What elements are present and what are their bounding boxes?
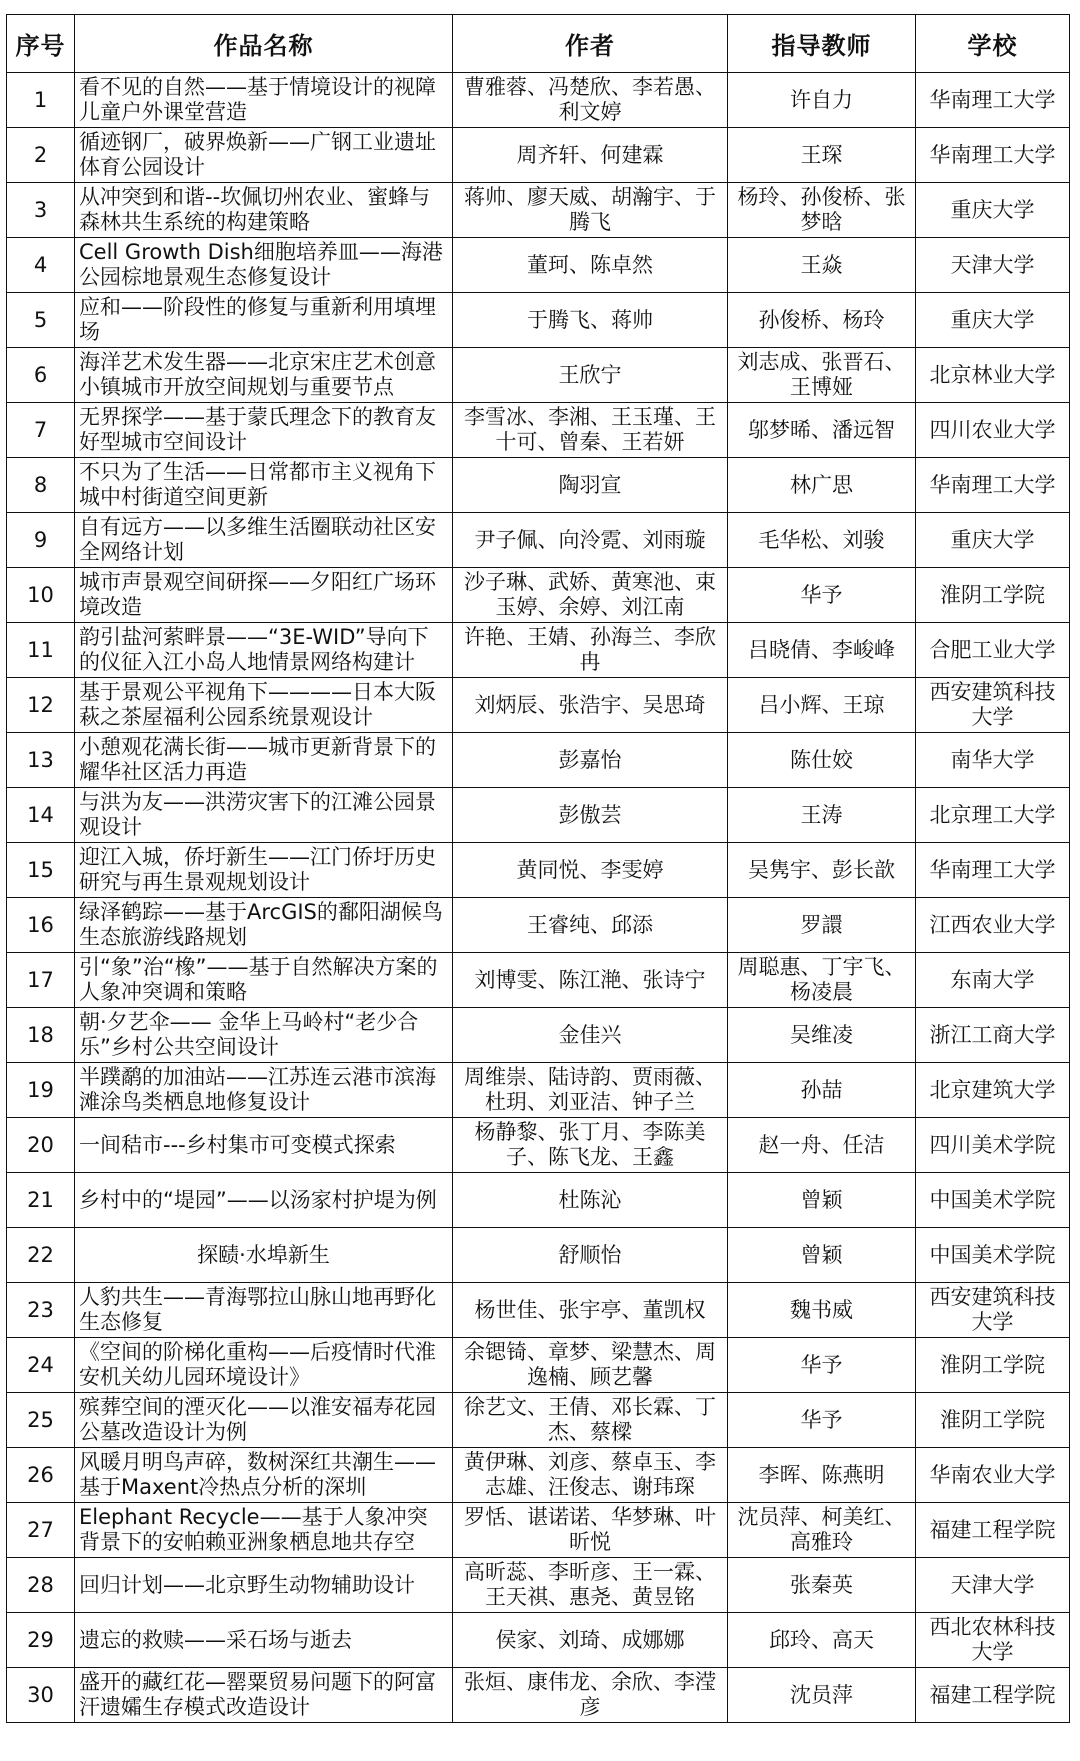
table-row	[7, 1448, 1070, 1503]
cell-no: 26	[7, 1448, 75, 1503]
header-title: 作品名称	[75, 15, 453, 73]
cell-advisors: 周聪惠、丁宇飞、杨凌晨	[728, 953, 916, 1008]
cell-no: 12	[7, 678, 75, 733]
table-row	[7, 1118, 1070, 1173]
cell-no: 14	[7, 788, 75, 843]
cell-no: 18	[7, 1008, 75, 1063]
cell-authors: 高昕蕊、李昕彦、王一霖、王天祺、惠尧、黄昱铭	[453, 1558, 728, 1613]
cell-title: Cell Growth Dish细胞培养皿——海港公园棕地景观生态修复设计	[75, 238, 453, 293]
table-row	[7, 1503, 1070, 1558]
cell-no: 28	[7, 1558, 75, 1613]
cell-title: 自有远方——以多维生活圈联动社区安全网络计划	[75, 513, 453, 568]
cell-advisors: 孙喆	[728, 1063, 916, 1118]
cell-school: 江西农业大学	[916, 898, 1070, 953]
cell-title: 乡村中的“堤园”——以汤家村护堤为例	[75, 1173, 453, 1228]
cell-authors: 杨世佳、张宇亭、董凯权	[453, 1283, 728, 1338]
cell-advisors: 吴隽宇、彭长歆	[728, 843, 916, 898]
cell-school: 四川农业大学	[916, 403, 1070, 458]
cell-authors: 尹子佩、向泠霓、刘雨璇	[453, 513, 728, 568]
cell-no: 24	[7, 1338, 75, 1393]
cell-school: 淮阴工学院	[916, 568, 1070, 623]
cell-advisors: 吕小辉、王琼	[728, 678, 916, 733]
cell-school: 华南理工大学	[916, 73, 1070, 128]
cell-title: 回归计划——北京野生动物辅助设计	[75, 1558, 453, 1613]
cell-title: 基于景观公平视角下————日本大阪萩之茶屋福利公园系统景观设计	[75, 678, 453, 733]
cell-advisors: 沈员萍、柯美红、高雅玲	[728, 1503, 916, 1558]
cell-no: 11	[7, 623, 75, 678]
cell-authors: 徐艺文、王倩、邓长霖、丁杰、蔡樑	[453, 1393, 728, 1448]
cell-title: 无界探学——基于蒙氏理念下的教育友好型城市空间设计	[75, 403, 453, 458]
table-row	[7, 1613, 1070, 1668]
cell-title: 引“象”治“橡”——基于自然解决方案的人象冲突调和策略	[75, 953, 453, 1008]
cell-authors: 舒顺怡	[453, 1228, 728, 1283]
table-row	[7, 1008, 1070, 1063]
table-row	[7, 238, 1070, 293]
cell-school: 淮阴工学院	[916, 1338, 1070, 1393]
cell-school: 重庆大学	[916, 293, 1070, 348]
cell-advisors: 王涛	[728, 788, 916, 843]
cell-school: 中国美术学院	[916, 1173, 1070, 1228]
cell-advisors: 李晖、陈燕明	[728, 1448, 916, 1503]
cell-school: 华南农业大学	[916, 1448, 1070, 1503]
cell-advisors: 沈员萍	[728, 1668, 916, 1723]
cell-title: 韵引盐河萦畔景——“3E-WID”导向下的仪征入江小岛人地情景网络构建计	[75, 623, 453, 678]
cell-no: 1	[7, 73, 75, 128]
cell-school: 重庆大学	[916, 513, 1070, 568]
cell-title: Elephant Recycle——基于人象冲突背景下的安帕赖亚洲象栖息地共存空	[75, 1503, 453, 1558]
table-row	[7, 623, 1070, 678]
cell-authors: 沙子琳、武娇、黄寒池、束玉婷、余婷、刘江南	[453, 568, 728, 623]
header-no: 序号	[7, 15, 75, 73]
table-row	[7, 128, 1070, 183]
cell-authors: 王睿纯、邱添	[453, 898, 728, 953]
award-list-table	[6, 14, 1070, 1723]
cell-school: 四川美术学院	[916, 1118, 1070, 1173]
cell-authors: 张烜、康伟龙、余欣、李滢彦	[453, 1668, 728, 1723]
cell-no: 10	[7, 568, 75, 623]
cell-title: 迎江入城，侨圩新生——江门侨圩历史研究与再生景观规划设计	[75, 843, 453, 898]
table-row	[7, 953, 1070, 1008]
cell-school: 浙江工商大学	[916, 1008, 1070, 1063]
cell-school: 南华大学	[916, 733, 1070, 788]
table-row	[7, 1393, 1070, 1448]
table-row	[7, 788, 1070, 843]
cell-no: 2	[7, 128, 75, 183]
cell-authors: 彭嘉怡	[453, 733, 728, 788]
cell-school: 中国美术学院	[916, 1228, 1070, 1283]
header-authors: 作者	[453, 15, 728, 73]
table-row	[7, 1283, 1070, 1338]
cell-no: 19	[7, 1063, 75, 1118]
table-row	[7, 458, 1070, 513]
table-row	[7, 293, 1070, 348]
cell-advisors: 陈仕姣	[728, 733, 916, 788]
table-row	[7, 1668, 1070, 1723]
cell-authors: 彭傲芸	[453, 788, 728, 843]
cell-title: 小憩观花满长街——城市更新背景下的耀华社区活力再造	[75, 733, 453, 788]
header-row	[7, 15, 1070, 73]
cell-no: 15	[7, 843, 75, 898]
cell-title: 遗忘的救赎——采石场与逝去	[75, 1613, 453, 1668]
cell-title: 城市声景观空间研探——夕阳红广场环境改造	[75, 568, 453, 623]
cell-advisors: 刘志成、张晋石、王博娅	[728, 348, 916, 403]
cell-school: 西安建筑科技大学	[916, 678, 1070, 733]
cell-advisors: 毛华松、刘骏	[728, 513, 916, 568]
table-row	[7, 568, 1070, 623]
cell-advisors: 曾颖	[728, 1173, 916, 1228]
table-row	[7, 403, 1070, 458]
cell-school: 东南大学	[916, 953, 1070, 1008]
cell-advisors: 许自力	[728, 73, 916, 128]
cell-authors: 罗恬、谌诺诺、华梦琳、叶昕悦	[453, 1503, 728, 1558]
cell-authors: 周齐轩、何建霖	[453, 128, 728, 183]
table-row	[7, 1173, 1070, 1228]
cell-authors: 于腾飞、蒋帅	[453, 293, 728, 348]
cell-title: 半蹼鹬的加油站——江苏连云港市滨海滩涂鸟类栖息地修复设计	[75, 1063, 453, 1118]
cell-no: 6	[7, 348, 75, 403]
cell-advisors: 王琛	[728, 128, 916, 183]
cell-advisors: 魏书威	[728, 1283, 916, 1338]
cell-title: 《空间的阶梯化重构——后疫情时代淮安机关幼儿园环境设计》	[75, 1338, 453, 1393]
cell-no: 16	[7, 898, 75, 953]
cell-title: 与洪为友——洪涝灾害下的江滩公园景观设计	[75, 788, 453, 843]
cell-school: 天津大学	[916, 1558, 1070, 1613]
table-row	[7, 1558, 1070, 1613]
cell-advisors: 邬梦晞、潘远智	[728, 403, 916, 458]
cell-advisors: 邱玲、高天	[728, 1613, 916, 1668]
table-row	[7, 183, 1070, 238]
cell-title: 看不见的自然——基于情境设计的视障儿童户外课堂营造	[75, 73, 453, 128]
table-row	[7, 513, 1070, 568]
cell-title: 从冲突到和谐--坎佩切州农业、蜜蜂与森林共生系统的构建策略	[75, 183, 453, 238]
cell-title: 人豹共生——青海鄂拉山脉山地再野化生态修复	[75, 1283, 453, 1338]
cell-school: 福建工程学院	[916, 1668, 1070, 1723]
cell-advisors: 张秦英	[728, 1558, 916, 1613]
table-row	[7, 1338, 1070, 1393]
cell-no: 5	[7, 293, 75, 348]
header-advisors: 指导教师	[728, 15, 916, 73]
cell-school: 华南理工大学	[916, 843, 1070, 898]
cell-school: 天津大学	[916, 238, 1070, 293]
cell-school: 西安建筑科技大学	[916, 1283, 1070, 1338]
cell-advisors: 华予	[728, 1338, 916, 1393]
cell-no: 22	[7, 1228, 75, 1283]
cell-authors: 余锶锜、章梦、梁慧杰、周逸楠、顾艺馨	[453, 1338, 728, 1393]
cell-no: 25	[7, 1393, 75, 1448]
cell-title: 殡葬空间的湮灭化——以淮安福寿花园公墓改造设计为例	[75, 1393, 453, 1448]
cell-school: 合肥工业大学	[916, 623, 1070, 678]
table-body	[7, 73, 1070, 1723]
table-row	[7, 1063, 1070, 1118]
cell-authors: 黄伊琳、刘彦、蔡卓玉、李志雄、汪俊志、谢玮琛	[453, 1448, 728, 1503]
cell-authors: 董珂、陈卓然	[453, 238, 728, 293]
cell-title: 探赜·水埠新生	[75, 1228, 453, 1283]
cell-no: 21	[7, 1173, 75, 1228]
cell-authors: 陶羽宣	[453, 458, 728, 513]
cell-no: 4	[7, 238, 75, 293]
cell-school: 淮阴工学院	[916, 1393, 1070, 1448]
cell-authors: 侯家、刘琦、成娜娜	[453, 1613, 728, 1668]
table-row	[7, 678, 1070, 733]
cell-title: 绿泽鹤踪——基于ArcGIS的鄱阳湖候鸟生态旅游线路规划	[75, 898, 453, 953]
cell-no: 7	[7, 403, 75, 458]
cell-authors: 杜陈沁	[453, 1173, 728, 1228]
cell-school: 北京建筑大学	[916, 1063, 1070, 1118]
table-row	[7, 898, 1070, 953]
cell-authors: 黄同悦、李雯婷	[453, 843, 728, 898]
cell-advisors: 王焱	[728, 238, 916, 293]
cell-authors: 金佳兴	[453, 1008, 728, 1063]
cell-authors: 许艳、王婧、孙海兰、李欣冉	[453, 623, 728, 678]
cell-authors: 杨静黎、张丁月、李陈美子、陈飞龙、王鑫	[453, 1118, 728, 1173]
cell-school: 华南理工大学	[916, 128, 1070, 183]
cell-school: 华南理工大学	[916, 458, 1070, 513]
cell-school: 北京理工大学	[916, 788, 1070, 843]
cell-advisors: 孙俊桥、杨玲	[728, 293, 916, 348]
cell-no: 30	[7, 1668, 75, 1723]
table-row	[7, 1228, 1070, 1283]
cell-no: 17	[7, 953, 75, 1008]
table-row	[7, 348, 1070, 403]
cell-title: 盛开的藏红花—罂粟贸易问题下的阿富汗遗孀生存模式改造设计	[75, 1668, 453, 1723]
cell-advisors: 吴维凌	[728, 1008, 916, 1063]
cell-school: 福建工程学院	[916, 1503, 1070, 1558]
cell-authors: 刘博雯、陈江滟、张诗宁	[453, 953, 728, 1008]
table-header	[7, 15, 1070, 73]
cell-no: 20	[7, 1118, 75, 1173]
cell-no: 9	[7, 513, 75, 568]
cell-authors: 王欣宁	[453, 348, 728, 403]
cell-no: 3	[7, 183, 75, 238]
cell-authors: 李雪冰、李湘、王玉瑾、王十可、曾秦、王若妍	[453, 403, 728, 458]
cell-authors: 刘炳辰、张浩宇、吴思琦	[453, 678, 728, 733]
cell-no: 29	[7, 1613, 75, 1668]
cell-no: 23	[7, 1283, 75, 1338]
cell-no: 8	[7, 458, 75, 513]
table-row	[7, 843, 1070, 898]
table-row	[7, 73, 1070, 128]
cell-advisors: 林广思	[728, 458, 916, 513]
cell-advisors: 华予	[728, 1393, 916, 1448]
cell-authors: 曹雅蓉、冯楚欣、李若愚、利文婷	[453, 73, 728, 128]
cell-advisors: 曾颖	[728, 1228, 916, 1283]
table-row	[7, 733, 1070, 788]
cell-advisors: 罗譞	[728, 898, 916, 953]
cell-advisors: 华予	[728, 568, 916, 623]
cell-title: 风暖月明鸟声碎，数树深红共潮生——基于Maxent冷热点分析的深圳	[75, 1448, 453, 1503]
cell-title: 一间秸市---乡村集市可变模式探索	[75, 1118, 453, 1173]
cell-title: 应和——阶段性的修复与重新利用填埋场	[75, 293, 453, 348]
cell-title: 朝·夕艺伞—— 金华上马岭村“老少合乐”乡村公共空间设计	[75, 1008, 453, 1063]
cell-advisors: 赵一舟、任洁	[728, 1118, 916, 1173]
cell-title: 海洋艺术发生器——北京宋庄艺术创意小镇城市开放空间规划与重要节点	[75, 348, 453, 403]
cell-advisors: 吕晓倩、李峻峰	[728, 623, 916, 678]
cell-no: 27	[7, 1503, 75, 1558]
cell-no: 13	[7, 733, 75, 788]
cell-school: 北京林业大学	[916, 348, 1070, 403]
header-school: 学校	[916, 15, 1070, 73]
cell-authors: 周维崇、陆诗韵、贾雨薇、杜玥、刘亚洁、钟子兰	[453, 1063, 728, 1118]
cell-school: 西北农林科技大学	[916, 1613, 1070, 1668]
cell-school: 重庆大学	[916, 183, 1070, 238]
cell-advisors: 杨玲、孙俊桥、张梦晗	[728, 183, 916, 238]
cell-authors: 蒋帅、廖天威、胡瀚宇、于腾飞	[453, 183, 728, 238]
cell-title: 不只为了生活——日常都市主义视角下城中村街道空间更新	[75, 458, 453, 513]
cell-title: 循迹钢厂，破界焕新——广钢工业遗址体育公园设计	[75, 128, 453, 183]
